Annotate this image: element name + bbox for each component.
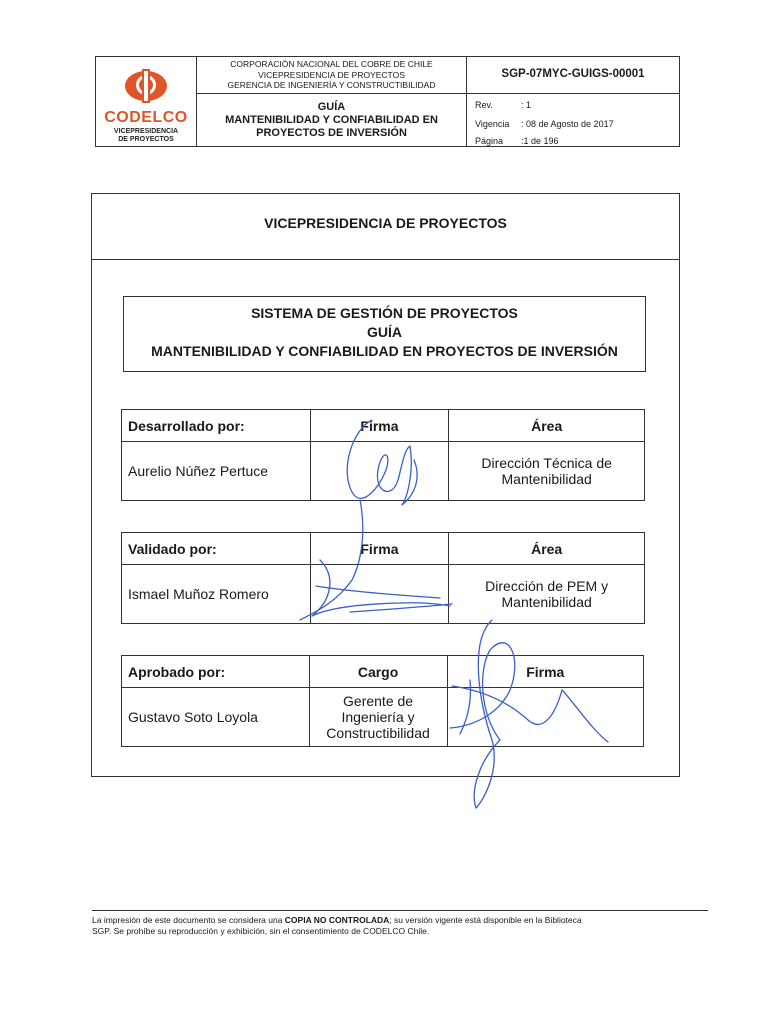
org-lines <box>197 57 466 94</box>
approved-cargo-line-3: Constructibilidad <box>326 725 430 741</box>
logo-sub-line-2: DE PROYECTOS <box>118 136 174 143</box>
rev-row <box>475 100 531 112</box>
vigencia-value: : 08 de Agosto de 2017 <box>521 119 614 129</box>
doc-type: GUÍA <box>317 101 346 113</box>
logo-subtitle <box>96 128 196 144</box>
developed-name: Aurelio Núñez Pertuce <box>122 442 311 501</box>
vigencia-label: Vigencia <box>475 119 510 129</box>
developed-area-line-2: Mantenibilidad <box>501 471 592 487</box>
logo-wordmark: CODELCO <box>104 109 188 126</box>
approved-col-cargo: Cargo <box>309 656 447 688</box>
developed-label: Desarrollado por: <box>122 410 311 442</box>
org-line-3: GERENCIA DE INGENIERÍA Y CONSTRUCTIBILIDAD <box>227 80 436 90</box>
validated-label: Validado por: <box>122 533 311 565</box>
system-title: SISTEMA DE GESTIÓN DE PROYECTOS <box>251 305 518 321</box>
guide-title: MANTENIBILIDAD Y CONFIABILIDAD EN PROYECTOS DE INVERSIÓN <box>151 343 618 359</box>
org-line-2: VICEPRESIDENCIA DE PROYECTOS <box>258 69 405 80</box>
validated-col-firma: Firma <box>310 533 449 565</box>
rev-value: : 1 <box>521 100 532 110</box>
approved-col-firma: Firma <box>447 656 643 688</box>
developed-area-line-1: Dirección Técnica de <box>481 455 612 471</box>
codelco-logo-icon <box>122 65 170 107</box>
developed-col-area: Área <box>449 410 645 442</box>
doc-code: SGP-07MYC-GUIGS-00001 <box>467 57 679 94</box>
validated-area-line-1: Dirección de PEM y <box>485 578 609 594</box>
developed-table <box>121 409 645 501</box>
guide-label: GUÍA <box>367 324 402 340</box>
document-header <box>95 56 680 147</box>
validated-col-area: Área <box>449 533 645 565</box>
footer-bold: COPIA NO CONTROLADA <box>284 915 390 925</box>
developed-signature-cell <box>310 442 449 501</box>
validated-table <box>121 532 645 624</box>
doc-title-line-1: MANTENIBILIDAD Y CONFIABILIDAD EN <box>225 114 438 126</box>
approved-table <box>121 655 644 747</box>
org-line-1: CORPORACIÓN NACIONAL DEL COBRE DE CHILE <box>230 59 433 69</box>
logo-sub-line-1: VICEPRESIDENCIA <box>113 128 179 135</box>
footer-text-1: La impresión de este documento se considera una <box>92 915 285 925</box>
frame-heading: VICEPRESIDENCIA DE PROYECTOS <box>92 194 679 260</box>
logo-cell <box>96 57 197 146</box>
developed-col-firma: Firma <box>310 410 449 442</box>
doc-title-line-2: PROYECTOS DE INVERSIÓN <box>256 127 407 139</box>
header-title-cell <box>197 57 467 146</box>
footer-text-3: SGP. Se prohíbe su reproducción y exhibición, sin el consentimiento de CODELCO Chile. <box>92 926 430 936</box>
approved-cargo-line-2: Ingeniería y <box>341 709 415 725</box>
approved-cargo <box>309 688 447 747</box>
approved-name: Gustavo Soto Loyola <box>122 688 310 747</box>
vigencia-row <box>475 119 614 131</box>
developed-area <box>449 442 645 501</box>
footer-text-2: ; su versión vigente está disponible en la Biblioteca <box>389 915 582 925</box>
validated-area <box>449 565 645 624</box>
approved-cargo-line-1: Gerente de <box>343 693 414 709</box>
approved-label: Aprobado por: <box>122 656 310 688</box>
pagina-value: :1 de 196 <box>521 136 559 146</box>
validated-area-line-2: Mantenibilidad <box>501 594 592 610</box>
doc-title <box>197 94 466 146</box>
document-footer <box>92 910 708 937</box>
pagina-row <box>475 136 559 148</box>
system-title-box <box>123 296 646 372</box>
pagina-label: Página <box>475 136 504 146</box>
approved-signature-cell <box>447 688 643 747</box>
rev-label: Rev. <box>475 100 493 110</box>
validated-name: Ismael Muñoz Romero <box>122 565 311 624</box>
validated-signature-cell <box>310 565 449 624</box>
doc-info-cell <box>467 57 679 146</box>
